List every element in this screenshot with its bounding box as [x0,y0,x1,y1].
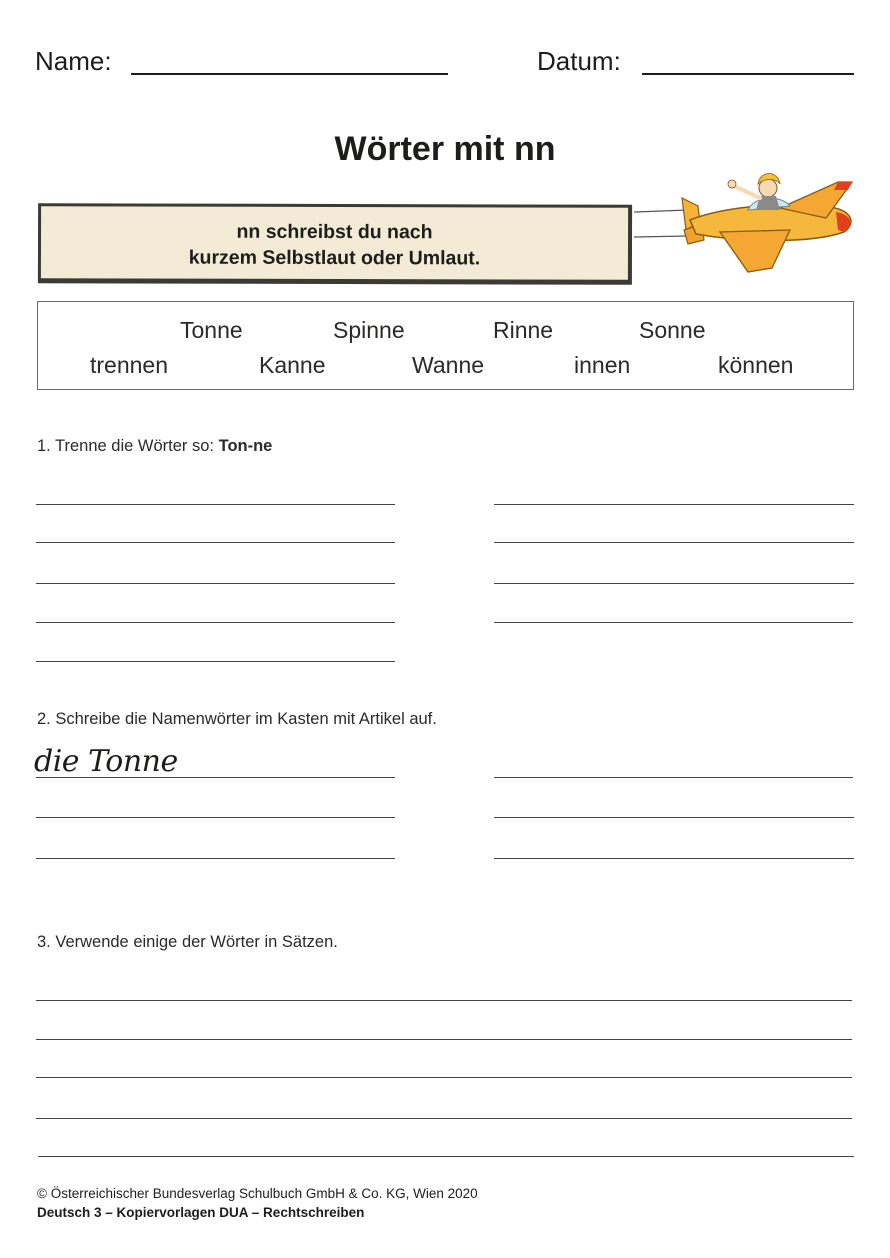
task-1-line[interactable] [36,542,395,543]
word-kanne: Kanne [259,352,326,378]
word-tonne: Tonne [180,317,243,343]
task-3-line[interactable] [36,1118,852,1119]
page-title: Wörter mit nn [334,130,556,168]
date-label: Datum: [537,46,621,76]
handwritten-example: die Tonne [34,744,178,779]
task-3-line[interactable] [38,1156,854,1157]
word-rinne: Rinne [493,317,554,343]
rule-text [41,218,628,272]
footer-copyright: © Österreichischer Bundesverlag Schulbuch GmbH & Co. KG, Wien 2020 [37,1186,478,1201]
task-2-line[interactable] [36,858,395,859]
task-2-line[interactable] [494,777,853,778]
task-1-line[interactable] [494,622,853,623]
task-1-line[interactable] [494,542,854,543]
task-3-line[interactable] [36,1077,852,1078]
task-3-instruction: 3. Verwende einige der Wörter in Sätzen. [37,933,338,951]
task-2-line[interactable] [36,777,395,778]
airplane-illustration [630,160,860,280]
word-box [37,301,854,390]
date-input-line[interactable] [642,73,854,75]
task-1-line[interactable] [494,504,854,505]
word-koennen: können [718,352,794,378]
task-1-line[interactable] [36,622,395,623]
task-1-line[interactable] [494,583,854,584]
task-1-instruction [37,437,272,456]
task-1-example: Ton-ne [218,437,273,455]
tow-rope-top [634,210,688,212]
word-trennen: trennen [90,352,169,378]
word-sonne: Sonne [639,317,706,343]
word-wanne: Wanne [412,352,485,378]
task-2-instruction: 2. Schreibe die Namenwörter im Kasten mit Artikel auf. [37,710,437,728]
task-2-line[interactable] [36,817,395,818]
word-innen: innen [574,352,631,378]
tow-rope-bottom [634,236,688,237]
task-2-line[interactable] [494,817,854,818]
name-label: Name: [35,46,112,76]
task-2-line[interactable] [494,858,854,859]
footer-series: Deutsch 3 – Kopiervorlagen DUA – Rechtschreiben [37,1205,365,1220]
rule-banner [38,203,632,285]
word-spinne: Spinne [333,317,405,343]
task-3-line[interactable] [36,1039,852,1040]
name-input-line[interactable] [131,73,448,75]
task-1-line[interactable] [36,661,395,662]
task-1-line[interactable] [36,583,395,584]
rule-line-2: kurzem Selbstlaut oder Umlaut. [188,246,481,270]
rule-line-1: nn schreibst du nach [236,220,433,244]
task-1-line[interactable] [36,504,395,505]
task-1-text: 1. Trenne die Wörter so: [37,437,219,455]
plane-icon [682,174,852,273]
task-3-line[interactable] [36,1000,852,1001]
